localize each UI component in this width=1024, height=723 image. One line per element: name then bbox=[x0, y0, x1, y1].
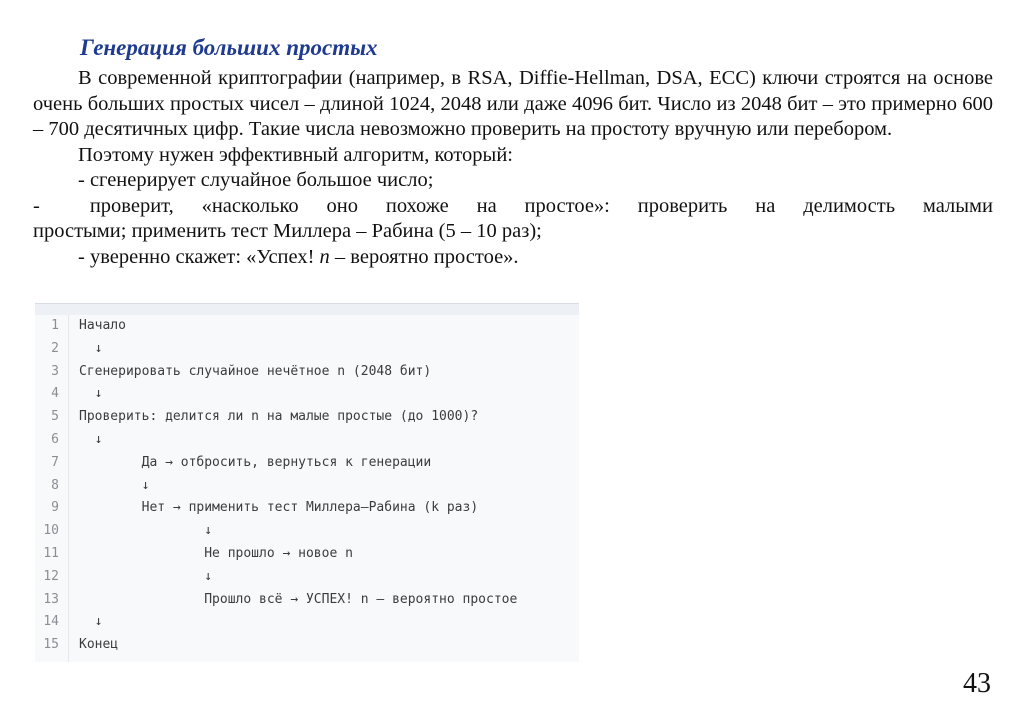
line-number: 11 bbox=[43, 545, 59, 561]
code-line bbox=[35, 429, 579, 452]
code-block-header bbox=[35, 304, 579, 315]
line-number: 15 bbox=[43, 637, 59, 653]
code-text: Конец bbox=[79, 637, 119, 653]
line-number: 7 bbox=[51, 454, 59, 470]
code-line bbox=[35, 634, 579, 657]
code-text: ↓ bbox=[79, 386, 103, 402]
page-number: 43 bbox=[963, 668, 991, 699]
intro-paragraph: В современной криптографии (например, в RSA, Diffie-Hellman, DSA, ECC) ключи строятся на основе очень больших простых чисел – длиной 1024, 2048 или даже 4096 бит. Число из 2048 бит – это примерно 600 – 700 десятичных цифр. Такие числа невозможно проверить на простоту вручную или перебором. bbox=[33, 67, 993, 140]
step-check-dash: - bbox=[33, 194, 40, 217]
step-check-line1 bbox=[33, 194, 993, 220]
code-line bbox=[35, 406, 579, 429]
code-text: Не прошло → новое n bbox=[79, 545, 353, 561]
code-text: ↓ bbox=[79, 614, 103, 630]
code-text: ↓ bbox=[79, 431, 103, 447]
code-line bbox=[35, 383, 579, 406]
code-line bbox=[35, 315, 579, 338]
line-number: 1 bbox=[51, 318, 59, 333]
slide-title: Генерация больших простых bbox=[80, 35, 378, 60]
step-result-prefix: - уверенно скажет: «Успех! bbox=[78, 245, 320, 268]
code-line bbox=[35, 543, 579, 566]
code-block bbox=[35, 303, 579, 662]
algorithm-intro: Поэтому нужен эффективный алгоритм, который: bbox=[78, 143, 513, 166]
code-line bbox=[35, 361, 579, 384]
step-check-line2: простыми; применить тест Миллера – Рабина (5 – 10 раз); bbox=[33, 220, 542, 242]
code-text: ↓ bbox=[79, 523, 213, 539]
step-result-variable: n bbox=[319, 245, 330, 268]
code-text: Да → отбросить, вернуться к генерации bbox=[79, 454, 432, 470]
code-line bbox=[35, 338, 579, 361]
code-text: Прошло всё → УСПЕХ! n — вероятно простое bbox=[79, 591, 518, 607]
step-result-suffix: – вероятно простое». bbox=[329, 245, 519, 268]
line-number: 9 bbox=[51, 500, 59, 516]
code-text: ↓ bbox=[79, 340, 103, 356]
code-line bbox=[35, 475, 579, 498]
step-result bbox=[33, 245, 993, 271]
code-line bbox=[35, 452, 579, 475]
line-number: 8 bbox=[51, 477, 59, 493]
code-line bbox=[35, 497, 579, 520]
code-text: Сгенерировать случайное нечётное n (2048 бит) bbox=[79, 363, 432, 379]
code-text: ↓ bbox=[79, 568, 213, 584]
line-number: 13 bbox=[43, 591, 59, 607]
step-generate: - сгенерирует случайное большое число; bbox=[78, 169, 434, 191]
code-text: Нет → применить тест Миллера–Рабина (k раз) bbox=[79, 500, 479, 516]
code-text: Проверить: делится ли n на малые простые (до 1000)? bbox=[79, 409, 479, 425]
line-number: 2 bbox=[51, 340, 59, 356]
code-text: Начало bbox=[79, 318, 126, 333]
line-number: 5 bbox=[51, 409, 59, 425]
line-number: 12 bbox=[43, 568, 59, 584]
line-number: 14 bbox=[43, 614, 59, 630]
code-line bbox=[35, 520, 579, 543]
step-check-text: проверит, «насколько оно похоже на простое»: проверить на делимость малыми bbox=[89, 194, 993, 217]
line-number: 6 bbox=[51, 431, 59, 447]
code-line bbox=[35, 566, 579, 589]
code-line bbox=[35, 589, 579, 612]
line-number: 3 bbox=[51, 363, 59, 379]
code-text: ↓ bbox=[79, 477, 150, 493]
line-number: 10 bbox=[43, 523, 59, 539]
line-number: 4 bbox=[51, 386, 59, 402]
body-text bbox=[33, 66, 993, 270]
code-line bbox=[35, 611, 579, 634]
